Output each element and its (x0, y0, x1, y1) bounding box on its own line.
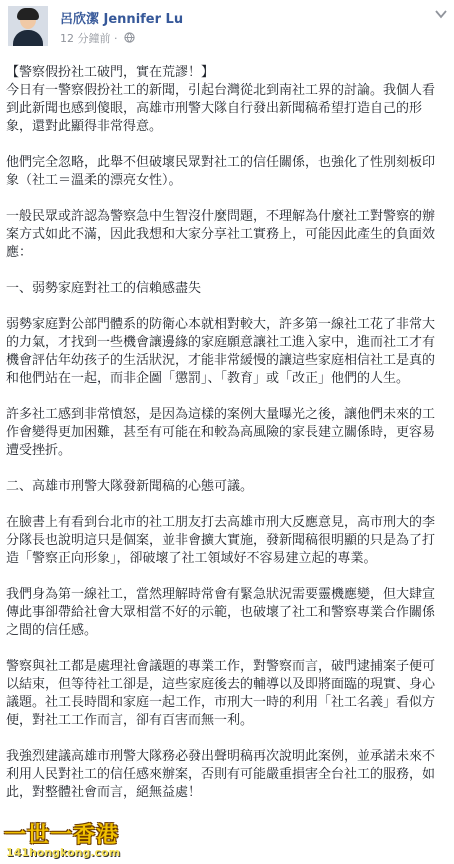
post-paragraph: 我強烈建議高雄市刑警大隊務必發出聲明稿再次說明此案例，並承諾未來不利用人民對社工的信任感來辦案，否則有可能嚴重損害全台社工的服務，如此，對整體社會而言，絕無益處！ (6, 749, 436, 800)
post-header (0, 0, 454, 56)
post-paragraph: 一般民眾或許認為警察急中生智沒什麼問題，不理解為什麼社工對警察的辦案方式如此不滿，因此我想和大家分享社工實務上，可能因此產生的負面效應： (6, 209, 436, 260)
watermark-url: 141hongkong.com (6, 846, 121, 859)
chevron-down-icon[interactable] (434, 6, 448, 20)
post-section-heading: 一、弱勢家庭對社工的信賴感盡失 (6, 281, 202, 296)
post-paragraph: 弱勢家庭對公部門體系的防衛心本就相對較大，許多第一線社工花了非常大的力氣，才找到一些機會讓邊緣的家庭願意讓社工進入家中，進而社工才有機會評估年幼孩子的生活狀況，才能非常緩慢的讓這些家庭相信社工是真的和他們站在一起，而非企圖「懲罰」、「教育」或「改正」他們的人生。 (6, 317, 436, 386)
post-paragraph: 許多社工感到非常憤怒，是因為這樣的案例大量曝光之後，讓他們未來的工作會變得更加困難，甚至有可能在和較為高風險的家長建立關係時，更容易遭受挫折。 (6, 407, 436, 458)
post-paragraph: 警察與社工都是處理社會議題的專業工作，對警察而言，破門逮捕案子便可以結束，但等待社工卻是，這些家庭後去的輔導以及即將面臨的現實、身心議題。社工長時間和家庭一起工作，市刑大一時的利用「社工名義」看似方便，對社工工作而言，卻有百害而無一利。 (6, 659, 436, 728)
avatar-hair (17, 8, 39, 20)
post-timestamp-link[interactable]: 12 分鐘前 (60, 32, 111, 45)
post-section-heading: 二、高雄市刑警大隊發新聞稿的心態可議。 (6, 479, 254, 494)
author-name-link[interactable]: 呂欣潔 Jennifer Lu (60, 12, 184, 27)
post-paragraph: 他們完全忽略，此舉不但破壞民眾對社工的信任關係，也強化了性別刻板印象（社工＝溫柔的漂亮女性）。 (6, 155, 436, 188)
author-avatar[interactable] (8, 6, 48, 46)
site-watermark (0, 818, 120, 864)
post-headline: 【警察假扮社工破門，實在荒謬！】 (6, 65, 215, 80)
post-paragraph: 在臉書上有看到台北市的社工朋友打去高雄市刑大反應意見，高市刑大的李分隊長也說明這只是個案，並非會擴大實施，發新聞稿很明顯的只是為了打造「警察正向形象」，卻破壞了社工領域好不容易建立起的專業。 (6, 515, 436, 566)
post-body (6, 64, 446, 820)
avatar-body (13, 30, 43, 46)
watermark-logo-text: 一世一香港 (4, 823, 120, 848)
meta-separator: · (114, 32, 118, 45)
globe-icon[interactable] (124, 32, 135, 46)
post-paragraph: 我們身為第一線社工，當然理解時常會有緊急狀況需要靈機應變，但大肆宣傳此事卻帶給社會大眾相當不好的示範，也破壞了社工和警察專業合作關係之間的信任感。 (6, 587, 436, 638)
post-meta (60, 30, 135, 46)
post-paragraph: 今日有一警察假扮社工的新聞，引起台灣從北到南社工界的討論。我個人看到此新聞也感到傻眼，高雄市刑警大隊自行發出新聞稿希望打造自己的形象，還對此顯得非常得意。 (6, 83, 436, 134)
